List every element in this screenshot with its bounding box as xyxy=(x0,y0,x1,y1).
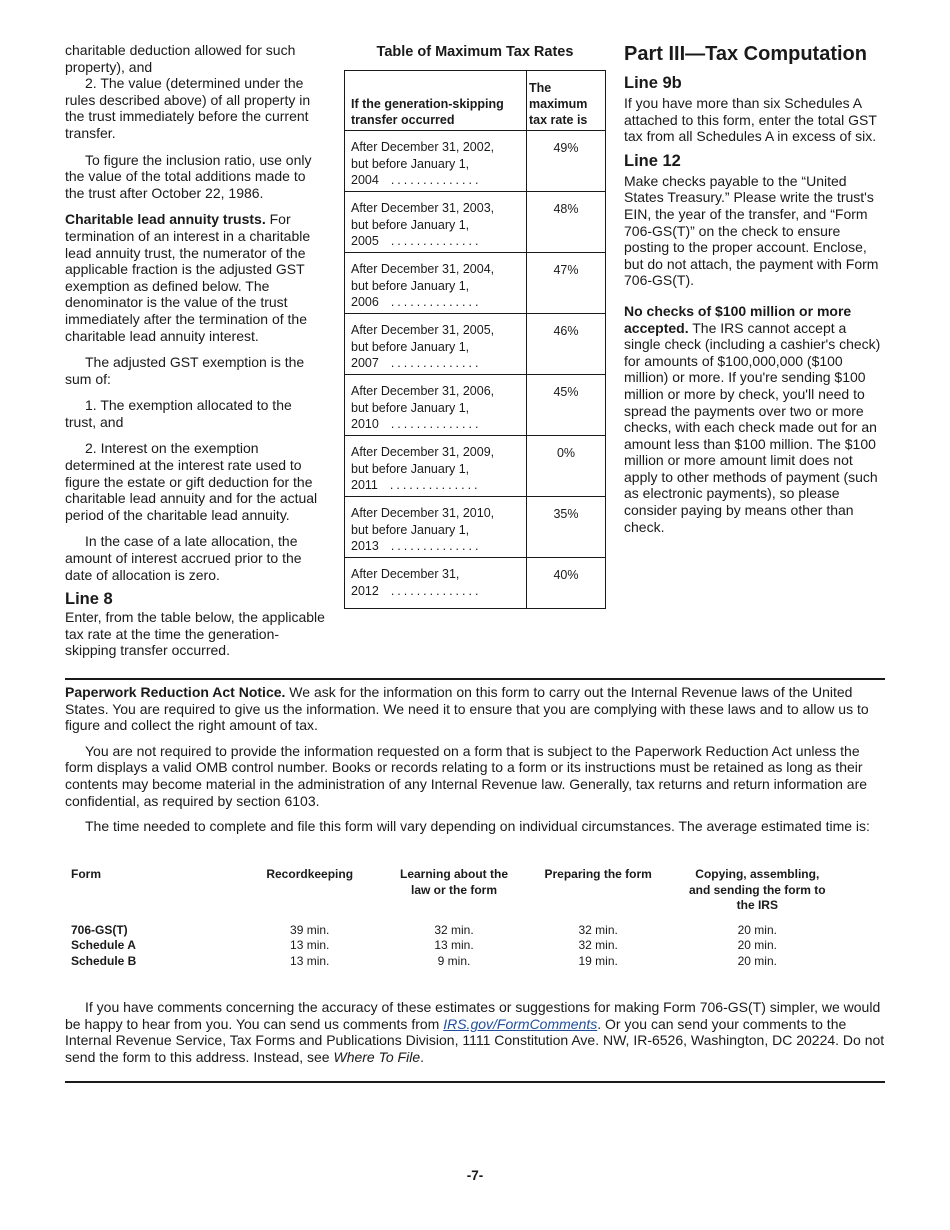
table-cell: 13 min. xyxy=(290,953,330,968)
period-cell: After December 31, 2012 .............. xyxy=(345,558,527,609)
paragraph: To figure the inclusion ratio, use only the value of the total additions made to the trust after October 22, 1986. xyxy=(65,151,312,201)
rate-cell: 48% xyxy=(527,192,606,253)
max-tax-rate-table xyxy=(344,70,606,609)
rate-cell: 35% xyxy=(527,497,606,558)
left-column xyxy=(65,42,325,659)
column-header: Copying, assembling, and sending the form to the IRS xyxy=(688,867,826,912)
comments-paragraph: If you have comments concerning the accuracy of these estimates or suggestions for making Form 706-GS(T) simpler, we would be happy to hear from you. You can send us comments from IRS.gov/FormComments. Or you can send your comments to the Internal Revenue Service, Tax Forms and Publications Division, 1111 Constitution Ave. NW, IR-6526, Washington, DC 20224. Do not send the form to this address. Instead, see Where To File. xyxy=(65,999,885,1065)
paragraph: You are not required to provide the information requested on a form that is subject to the Paperwork Reduction Act unless the form displays a valid OMB control number. Books or records relating to a form or its instructions must be retained as long as their contents may become material in the administration of any Internal Revenue law. Generally, tax returns and return information are confidential, as required by section 6103. xyxy=(65,742,868,809)
table-cell: 20 min. xyxy=(737,938,777,952)
paragraph xyxy=(65,684,885,734)
paperwork-notice xyxy=(65,684,885,835)
table-row xyxy=(67,938,827,954)
paragraph: Make checks payable to the “United States Treasury.” Please write the trust's EIN, the year of the transfer, and “Form 706-GS(T)” on the check to ensure posting to the proper account. Enclose, but do not attach, the payment with Form 706-GS(T). xyxy=(624,172,879,289)
table-cell: 13 min. xyxy=(434,938,474,952)
period-cell: After December 31, 2010, but before January 1, 2013 .............. xyxy=(345,497,527,558)
right-column xyxy=(624,42,886,535)
table-header-row xyxy=(67,867,827,914)
table-row xyxy=(345,131,606,192)
paragraph: charitable deduction allowed for such property), and xyxy=(65,42,296,75)
table-cell: 32 min. xyxy=(434,922,474,937)
rate-cell: 49% xyxy=(527,131,606,192)
table-cell: Schedule A xyxy=(71,938,136,952)
paragraph-body: For termination of an interest in a charitable lead annuity trust, the numerator of the applicable fraction is the adjusted GST exemption as defined below. The denominator is the value of the trust immediately after the termination of the charitable lead annuity interest. xyxy=(65,211,311,344)
table-row xyxy=(67,914,827,939)
period-cell: After December 31, 2009, but before January 1, 2011 .............. xyxy=(345,436,527,497)
time-estimate-table xyxy=(67,867,827,969)
column-header: Form xyxy=(71,867,101,881)
period-cell: After December 31, 2005, but before January 1, 2007 .............. xyxy=(345,314,527,375)
table-row xyxy=(345,314,606,375)
form-comments-link[interactable]: IRS.gov/FormComments xyxy=(443,1015,598,1032)
table-cell: 20 min. xyxy=(737,953,777,968)
period-cell: After December 31, 2006, but before January 1, 2010 .............. xyxy=(345,375,527,436)
column-header: Preparing the form xyxy=(544,867,652,881)
section-divider xyxy=(65,678,885,680)
list-item: 1. The exemption allocated to the trust, and xyxy=(65,397,292,430)
period-cell: After December 31, 2002, but before January 1, 2004 .............. xyxy=(345,131,527,192)
paragraph-body: We ask for the information on this form to carry out the Internal Revenue laws of the United States. You are required to give us the information. We need it to ensure that you are complying with these laws and to allow us to figure and collect the right amount of tax. xyxy=(65,684,869,734)
period-cell: After December 31, 2004, but before January 1, 2006 .............. xyxy=(345,253,527,314)
rate-cell: 45% xyxy=(527,375,606,436)
line-8-heading: Line 8 xyxy=(65,590,113,609)
header-period: If the generation-skipping transfer occurred xyxy=(345,71,527,131)
table-row xyxy=(67,954,827,970)
page-number: -7- xyxy=(466,1168,484,1183)
line-12-heading: Line 12 xyxy=(624,151,681,170)
rate-cell: 46% xyxy=(527,314,606,375)
paragraph-heading: No checks of $100 million or more accepted. xyxy=(624,302,852,336)
list-item: 2. Interest on the exemption determined at the interest rate used to figure the estate or gift deduction for the charitable lead annuity and for the actual period of the charitable lead annuity. xyxy=(65,440,318,523)
table-cell: Schedule B xyxy=(71,953,137,968)
rate-table-title: Table of Maximum Tax Rates xyxy=(376,44,574,60)
paragraph-heading: Paperwork Reduction Act Notice. xyxy=(65,684,286,700)
table-row xyxy=(345,558,606,609)
paragraph: In the case of a late allocation, the amount of interest accrued prior to the date of allocation is zero. xyxy=(65,533,302,583)
table-row xyxy=(345,436,606,497)
table-row xyxy=(345,253,606,314)
rate-cell: 47% xyxy=(527,253,606,314)
paragraph xyxy=(624,303,886,535)
part-3-heading: Part III—Tax Computation xyxy=(624,43,867,65)
paragraph: Enter, from the table below, the applicable tax rate at the time the generation-skipping transfer occurred. xyxy=(65,609,325,659)
section-divider xyxy=(65,1081,885,1083)
table-cell: 19 min. xyxy=(578,953,618,968)
table-row xyxy=(345,192,606,253)
column-header: Learning about the law or the form xyxy=(400,867,508,897)
table-cell: 9 min. xyxy=(437,953,471,968)
rate-cell: 0% xyxy=(527,436,606,497)
period-cell: After December 31, 2003, but before January 1, 2005 .............. xyxy=(345,192,527,253)
table-header-row xyxy=(345,71,606,131)
list-item: 2. The value (determined under the rules described above) of all property in the trust immediately before the current transfer. xyxy=(65,75,311,141)
table-cell: 13 min. xyxy=(290,938,330,952)
table-row xyxy=(345,375,606,436)
table-cell: 39 min. xyxy=(290,922,330,937)
paragraph xyxy=(65,211,325,344)
paragraph: The adjusted GST exemption is the sum of: xyxy=(65,354,305,387)
table-row xyxy=(345,497,606,558)
table-cell: 706-GS(T) xyxy=(71,922,128,937)
paragraph: The time needed to complete and file this form will vary depending on individual circumstances. The average estimated time is: xyxy=(85,818,870,835)
paragraph: If you have more than six Schedules A attached to this form, enter the total GST tax from all Schedules A in excess of six. xyxy=(624,95,877,145)
header-rate: The maximum tax rate is xyxy=(527,71,606,131)
column-header: Recordkeeping xyxy=(266,867,354,881)
table-cell: 32 min. xyxy=(578,922,618,937)
paragraph-heading: Charitable lead annuity trusts. xyxy=(65,211,266,228)
line-9b-heading: Line 9b xyxy=(624,74,682,92)
table-cell: 32 min. xyxy=(578,938,618,952)
table-cell: 20 min. xyxy=(737,922,777,937)
rate-cell: 40% xyxy=(527,558,606,609)
paragraph-body: The IRS cannot accept a single check (including a cashier's check) for amounts of $100,000,000 ($100 million) or more. If you're sending $100 million or more by check, you'll need to spread the payments over two or more checks, with each check made out for an amount less than $100 million. The $100 million or more amount limit does not apply to other methods of payment (such as electronic payments), so please consider paying by means other than check. xyxy=(624,319,881,535)
